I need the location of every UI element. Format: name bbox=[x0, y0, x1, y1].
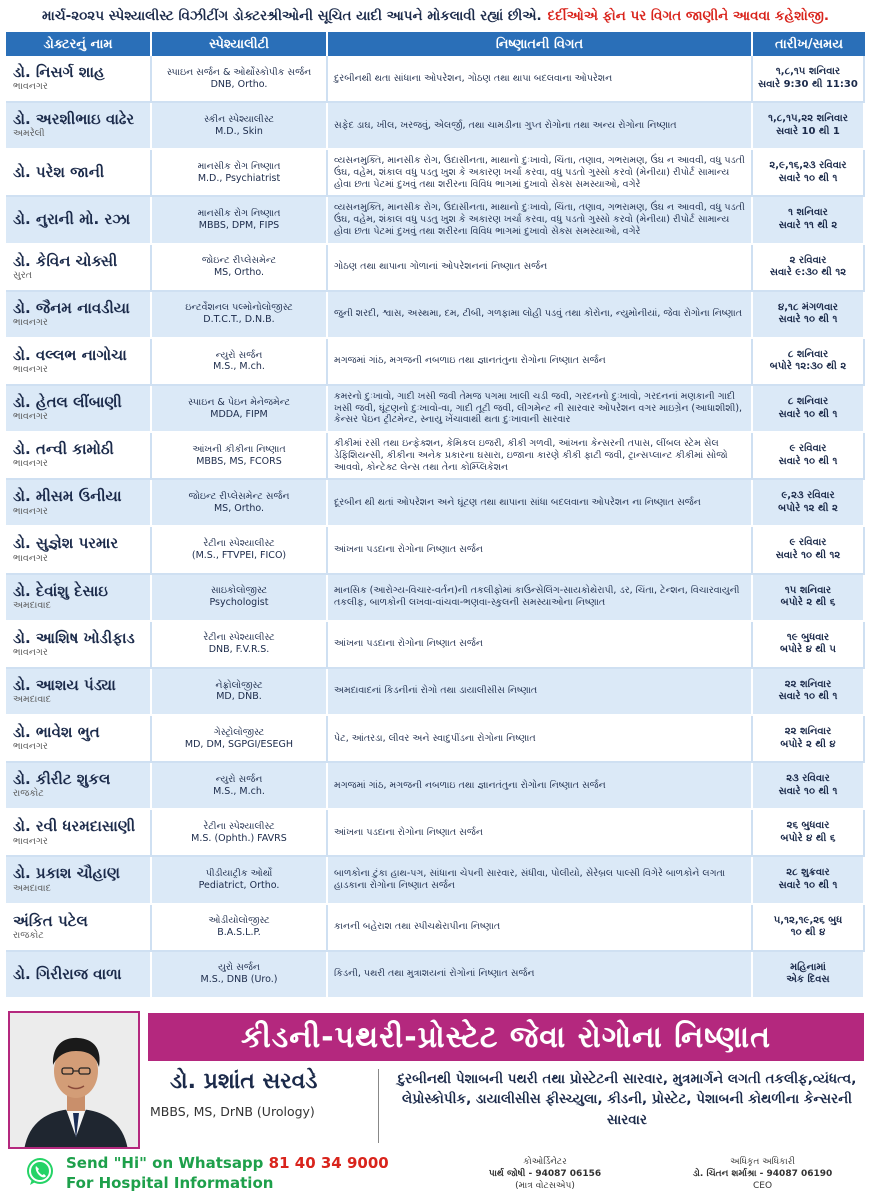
speciality-gu: માનસીક રોગ નિષ્ણાત bbox=[197, 160, 281, 172]
doctor-name: ડો. પરેશ જાની bbox=[13, 163, 105, 182]
speciality-gu: સાઇકોલોજીસ્ટ bbox=[210, 585, 268, 597]
date-days: ૨૨ શનિવાર bbox=[784, 726, 832, 738]
date-days: ૨૨ શનિવાર bbox=[784, 678, 832, 690]
doctor-cell bbox=[6, 433, 152, 480]
speciality-gu: ન્યુરો સર્જન bbox=[215, 773, 263, 785]
speciality-gu: જોઇન્ટ રીપ્લેસમેન્ટ સર્જન bbox=[188, 490, 290, 502]
doctor-cell bbox=[6, 339, 152, 386]
coordinator-info bbox=[450, 1156, 640, 1192]
authority-info bbox=[660, 1156, 865, 1192]
speciality-degree: M.S., M.ch. bbox=[213, 785, 265, 797]
footer bbox=[0, 1150, 871, 1200]
doctor-name: ડો. મીસમ ઉનીયા bbox=[13, 487, 122, 506]
doctor-city: અમરેલી bbox=[13, 128, 45, 140]
date-cell bbox=[753, 480, 865, 527]
table-row bbox=[6, 905, 865, 952]
doctor-city: ભાવનગર bbox=[13, 646, 48, 658]
speciality-cell bbox=[152, 810, 328, 857]
speciality-cell bbox=[152, 575, 328, 622]
speciality-degree: MD, DNB. bbox=[216, 691, 262, 703]
detail-cell: વ્યસનમુક્તિ, માનસીક રોગ, ઉદાસીનતા, માથાનો દુઃખાવો, ચિંતા, તણાવ, ગભરામણ, ઉંઘ ન આવવી, વધુ પડતી ઉંઘ, વહેમ, શંકાલ વધુ પડતુ ખુશ કે અકારણ ખર્ચા કરવા, વધુ પડતો ગુસ્સો કરવો (મેનીયા) રીપોર્ટ સામાન્ય હોવા છતા પેટમાં દુખવું તથા શરીરના વિવિધ ભાગમાં દુખાવો સેક્સ સમસ્યાઓ, વગેરે bbox=[328, 150, 753, 197]
speciality-cell bbox=[152, 905, 328, 952]
doctor-city: ભાવનગર bbox=[13, 835, 48, 847]
speciality-gu: રેટીના સ્પેશ્યાલીસ્ટ bbox=[203, 538, 275, 550]
date-days: ૯ રવિવાર bbox=[789, 537, 827, 549]
speciality-gu: પીડીયાટ્રીક ઓર્થો bbox=[205, 868, 273, 880]
doctor-cell bbox=[6, 622, 152, 669]
speciality-cell bbox=[152, 245, 328, 292]
doctor-cell bbox=[6, 386, 152, 433]
featured-doctor bbox=[150, 1069, 370, 1145]
date-time: સવારે ૧૦ થી ૧ bbox=[778, 879, 838, 891]
doctor-name: ડો. આશિષ ખોડીફાડ bbox=[13, 628, 135, 647]
date-cell bbox=[753, 810, 865, 857]
speciality-cell bbox=[152, 292, 328, 339]
doctor-name: અંકિત પટેલ bbox=[13, 911, 88, 930]
speciality-cell bbox=[152, 669, 328, 716]
date-days: ૨૬ બુધવાર bbox=[786, 820, 830, 832]
date-days: ૮ શનિવાર bbox=[787, 396, 829, 408]
date-time: સવારે ૧૦ થી ૧ bbox=[778, 172, 838, 184]
date-cell bbox=[753, 56, 865, 103]
date-time: સવારે 10 થી 1 bbox=[776, 125, 840, 137]
date-time: સવારે ૧૦ થી ૧૨ bbox=[775, 549, 841, 561]
speciality-cell bbox=[152, 103, 328, 150]
doctor-name: ડો. વલ્લભ નાગોચા bbox=[13, 345, 127, 364]
date-time: બપોરે ૨ થી ૬ bbox=[780, 597, 836, 609]
detail-cell: કમરનો દુઃખાવો, ગાદી ખસી જવી તેમજ પગમા ખાલી ચડી જવી, ગરદનનો દુઃખાવો, ગરદનનાં મણકાની ગાદી ખસી જવી, ઘૂંટણનો દુઃખાવો-વા, ગાદી તૂટી જવી, લીગમેન્ટ ની સારવાર ઓપરેશન વગર માઇગ્રેન (આધાશીશી), કેન્સર પેઇન ટ્રીટમેન્ટ, સ્નાયુ ખેંચાવાથી થતા દુઃખાવાની સારવાર bbox=[328, 386, 753, 433]
doctor-cell bbox=[6, 905, 152, 952]
header-detail: નિષ્ણાતની વિગત bbox=[328, 32, 753, 56]
date-days: ૯,૨૩ રવિવાર bbox=[781, 490, 835, 502]
detail-cell: વ્યસનમુક્તિ, માનસીક રોગ, ઉદાસીનતા, માથાનો દુઃખાવો, ચિંતા, તણાવ, ગભરામણ, ઉંઘ ન આવવી, વધુ પડતી ઉંઘ, વહેમ, શંકાલ વધુ પડતુ ખુશ કે અકારણ ખર્ચા કરવા, વધુ પડતો ગુસ્સો કરવો (મેનીયા) રીપોર્ટ સામાન્ય હોવા છતા પેટમાં દુખવું તથા શરીરના વિવિધ ભાગમાં દુખાવો સેક્સ સમસ્યાઓ, વગેરે bbox=[328, 197, 753, 244]
speciality-degree: Pediatrict, Ortho. bbox=[198, 879, 280, 891]
detail-cell: દુરબીનથી થતા સાંધાના ઓપરેશન, ગોઠણ તથા થાપા બદલવાના ઓપરેશન bbox=[328, 56, 753, 103]
doctor-city: અમદાવાદ bbox=[13, 599, 51, 611]
detail-cell: આંખના પડદાના રોગોના નિષ્ણાત સર્જન bbox=[328, 622, 753, 669]
speciality-degree: M.D., Skin bbox=[215, 125, 263, 137]
date-cell bbox=[753, 292, 865, 339]
date-time: સવારે ૧૦ થી ૧ bbox=[778, 408, 838, 420]
speciality-gu: ન્યુરો સર્જન bbox=[215, 349, 263, 361]
authority-name: ડો. ચિંતન શર્માશ્રા - 94087 06190 bbox=[692, 1169, 833, 1180]
doctor-city: રાજકોટ bbox=[13, 788, 44, 800]
date-time: સવારે ૧૦ થી ૧ bbox=[778, 314, 838, 326]
speciality-cell bbox=[152, 386, 328, 433]
authority-role: CEO bbox=[752, 1181, 773, 1192]
whatsapp-prefix: Send "Hi" on Whatsapp bbox=[66, 1154, 264, 1172]
featured-doctor-name: ડો. પ્રશાંત સરવડે bbox=[170, 1069, 318, 1094]
speciality-gu: રેટીના સ્પેશ્યાલીસ્ટ bbox=[203, 820, 275, 832]
date-cell bbox=[753, 622, 865, 669]
table-row bbox=[6, 952, 865, 999]
speciality-degree: MBBS, DPM, FIPS bbox=[198, 219, 280, 231]
doctor-city: ભાવનગર bbox=[13, 364, 48, 376]
detail-cell: કિડની, પથરી તથા મુત્રાશયનાં રોગોનાં નિષ્ણાત સર્જન bbox=[328, 952, 753, 999]
header-speciality: સ્પેશ્યાલીટી bbox=[152, 32, 328, 56]
speciality-gu: સ્પાઇન સર્જન & ઓર્થોસ્કોપીક સર્જન bbox=[166, 66, 312, 78]
speciality-cell bbox=[152, 952, 328, 999]
table-row bbox=[6, 103, 865, 150]
table-row bbox=[6, 197, 865, 244]
table-row bbox=[6, 716, 865, 763]
header-doctor-name: ડોક્ટરનું નામ bbox=[6, 32, 152, 56]
table-header-row bbox=[6, 32, 865, 56]
doctor-city: ભાવનગર bbox=[13, 741, 48, 753]
doctor-city: અમદાવાદ bbox=[13, 882, 51, 894]
date-time: સવારે ૧૦ થી ૧ bbox=[778, 455, 838, 467]
table-row bbox=[6, 763, 865, 810]
doctor-schedule-table bbox=[6, 32, 865, 1000]
table-row bbox=[6, 386, 865, 433]
date-time: સવારે ૯:૩૦ થી ૧૨ bbox=[769, 267, 847, 279]
speciality-cell bbox=[152, 857, 328, 904]
date-days: ૧૯ બુધવાર bbox=[786, 631, 830, 643]
table-row bbox=[6, 150, 865, 197]
date-time: ૧૦ થી ૪ bbox=[790, 927, 826, 939]
doctor-cell bbox=[6, 197, 152, 244]
detail-cell: આંખના પડદાના રોગોના નિષ્ણાત સર્જન bbox=[328, 810, 753, 857]
doctor-cell bbox=[6, 763, 152, 810]
doctor-city: ભાવનગર bbox=[13, 411, 48, 423]
doctor-name: ડો. જૈનમ નાવડીયા bbox=[13, 298, 130, 317]
date-cell bbox=[753, 527, 865, 574]
date-time: સવારે 9:30 થી 11:30 bbox=[758, 78, 858, 90]
date-time: સવારે ૧૧ થી ૨ bbox=[778, 219, 838, 231]
detail-cell: કાનની બહેરાશ તથા સ્પીચથેરાપીના નિષ્ણાત bbox=[328, 905, 753, 952]
speciality-cell bbox=[152, 433, 328, 480]
top-banner bbox=[0, 0, 871, 32]
date-time: બપોરે ૧૨ થી ૨ bbox=[778, 502, 838, 514]
date-days: ૨,૯,૧૬,૨૩ રવિવાર bbox=[769, 160, 847, 172]
promo-description: દુરબીનથી પેશાબની પથરી તથા પ્રોસ્ટેટની સારવાર, મુત્રમાર્ગને લગતી તકલીફ,વ્યંધત્વ, લેપ્રોસ્કોપીક, ડાયાલીસીસ ફીસ્ચ્યુલા, કીડની, પ્રોસ્ટેટ, પેશાબની કોથળીના કેન્સરની સારવાર bbox=[397, 1071, 857, 1128]
table-row bbox=[6, 669, 865, 716]
banner-highlight: દર્દીઓએ ફોન પર વિગત જાણીને આવવા કહેશોજી. bbox=[547, 8, 829, 24]
date-days: ૮ શનિવાર bbox=[787, 348, 829, 360]
doctor-name: ડો. ગિરીરાજ વાળા bbox=[13, 964, 122, 983]
date-cell bbox=[753, 857, 865, 904]
speciality-cell bbox=[152, 527, 328, 574]
speciality-gu: સ્પાઇન & પેઇન મેનેજમેન્ટ bbox=[188, 396, 290, 408]
table-row bbox=[6, 339, 865, 386]
speciality-cell bbox=[152, 197, 328, 244]
doctor-cell bbox=[6, 669, 152, 716]
speciality-degree: DNB, Ortho. bbox=[210, 78, 268, 90]
featured-doctor-degree: MBBS, MS, DrNB (Urology) bbox=[150, 1104, 315, 1119]
whatsapp-subtext: For Hospital Information bbox=[66, 1173, 274, 1192]
date-cell bbox=[753, 575, 865, 622]
detail-cell: મગજમાં ગાંઠ, મગજની નબળાઇ તથા જ્ઞાનતંતુના રોગોના નિષ્ણાત સર્જન bbox=[328, 339, 753, 386]
speciality-degree: D.T.C.T., D.N.B. bbox=[203, 314, 275, 326]
date-time: સવારે ૧૦ થી ૧ bbox=[778, 691, 838, 703]
detail-cell: માનસિક (આરોગ્ય-વિચાર-વર્તન)ની તકલીફોમાં કાઉન્સેલિંગ-સાયકોથેરાપી, ડર, ચિંતા, ટેન્શન, વિચારવાયુની તકલીફ, બાળકોની લખવા-વાંચવા-ભણવા-સ્કુલની સમસ્યાઓના નિષ્ણાત bbox=[328, 575, 753, 622]
speciality-gu: માનસીક રોગ નિષ્ણાત bbox=[197, 208, 281, 220]
date-cell bbox=[753, 339, 865, 386]
date-cell bbox=[753, 386, 865, 433]
date-days: ૨૩ રવિવાર bbox=[786, 773, 830, 785]
doctor-cell bbox=[6, 292, 152, 339]
doctor-city: ભાવનગર bbox=[13, 458, 48, 470]
speciality-cell bbox=[152, 763, 328, 810]
date-time: એક દિવસ bbox=[786, 974, 830, 986]
speciality-degree: MS, Ortho. bbox=[213, 502, 265, 514]
banner-text: માર્ચ-૨૦૨૫ સ્પેશ્યાલીસ્ટ વિઝીટીંગ ડોક્ટરશ્રીઓની સૂચિત યાદી આપને મોકલાવી રહ્યાં છીએ. bbox=[41, 8, 542, 24]
promo-section bbox=[0, 1003, 871, 1149]
doctor-cell bbox=[6, 952, 152, 999]
date-days: ૯ રવિવાર bbox=[789, 443, 827, 455]
speciality-gu: આંખની કીકીના નિષ્ણાત bbox=[192, 443, 286, 455]
doctor-cell bbox=[6, 857, 152, 904]
detail-cell: અમદાવાદનાં કિડનીનાં રોગો તથા ડાયાલીસીસ નિષ્ણાત bbox=[328, 669, 753, 716]
speciality-cell bbox=[152, 480, 328, 527]
doctor-name: ડો. દેવાંશુ દેસાઇ bbox=[13, 581, 108, 600]
detail-cell: જુની શરદી, શ્વાસ, અસ્થમા, દમ, ટીબી, ગળફામા લોહી પડવું તથા કોરોના, ન્યુમોનીયાં, જેવા રોગોના નિષ્ણાત bbox=[328, 292, 753, 339]
date-cell bbox=[753, 763, 865, 810]
doctor-name: ડો. અરશીભાઇ વાઢેર bbox=[13, 110, 135, 129]
speciality-degree: M.S., DNB (Uro.) bbox=[200, 974, 278, 986]
table-row bbox=[6, 433, 865, 480]
speciality-gu: ઓડીયોલોજીસ્ટ bbox=[208, 915, 270, 927]
speciality-cell bbox=[152, 622, 328, 669]
speciality-degree: DNB, F.V.R.S. bbox=[208, 644, 270, 656]
doctor-city: અમદાવાદ bbox=[13, 694, 51, 706]
date-days: ૧૫ શનિવાર bbox=[784, 584, 832, 596]
detail-cell: કીકીમાં રસી તથા ઇન્ફેક્શન, કેમિકલ ઇજરી, કીકી ગળવી, આંખના કેન્સરની તપાસ, લીંબલ સ્ટેમ સેલ ડેફિશિયન્સી, કીકીના અનેક પ્રકારના ઘસારા, ઇજાના કારણે કીકી ફાટી જવી, ટ્રાન્સપ્લાન્ટ કીકીમાં સોજો આવવો, કોન્ટેક્ટ લેન્સ તથા તેના કોમ્પ્લિકેશન bbox=[328, 433, 753, 480]
doctor-name: ડો. સુજ્ઞેશ પરમાર bbox=[13, 534, 119, 553]
table-row bbox=[6, 857, 865, 904]
doctor-cell bbox=[6, 56, 152, 103]
doctor-cell bbox=[6, 810, 152, 857]
date-cell bbox=[753, 669, 865, 716]
doctor-city: સુરત bbox=[13, 269, 32, 281]
detail-cell: મગજમાં ગાંઠ, મગજની નબળાઇ તથા જ્ઞાનતંતુના રોગોના નિષ્ણાત સર્જન bbox=[328, 763, 753, 810]
speciality-degree: MBBS, MS, FCORS bbox=[196, 455, 282, 467]
promo-divider bbox=[378, 1069, 379, 1143]
date-time: બપોરે ૨ થી ૪ bbox=[780, 738, 836, 750]
doctor-cell bbox=[6, 150, 152, 197]
detail-cell: આંખના પડદાના રોગોના નિષ્ણાત સર્જન bbox=[328, 527, 753, 574]
doctor-name: ડો. આશય પંડ્યા bbox=[13, 675, 116, 694]
table-row bbox=[6, 810, 865, 857]
doctor-city: ભાવનગર bbox=[13, 505, 48, 517]
speciality-degree: M.S., M.ch. bbox=[213, 361, 265, 373]
doctor-city: ભાવનગર bbox=[13, 316, 48, 328]
date-days: ૪,૧૮ મંગળવાર bbox=[778, 301, 838, 313]
speciality-gu: ઇન્ટર્વેશનલ પલ્મોનોલોજીસ્ટ bbox=[185, 302, 293, 314]
detail-cell: પેટ, આંતરડા, લીવર અને સ્વાદુપીંડના રોગોના નિષ્ણાત bbox=[328, 716, 753, 763]
detail-cell: બાળકોના ટુંકા હાથ-પગ, સાંધાના ચેપની સારવાર, સંધીવા, પોલીયો, સેરેબ્રલ પાલ્સી વિગેરે બાળકોને લગતા હાડકાના રોગોના નિષ્ણાત સર્જન bbox=[328, 857, 753, 904]
speciality-cell bbox=[152, 150, 328, 197]
date-days: ૧ શનિવાર bbox=[788, 207, 828, 219]
detail-cell: સફેદ ડાઘ, ખીલ, ખરજવું, એલર્જી, તથા ચામડીના ગુપ્ત રોગોના તથા અન્ય રોગોના નિષ્ણાત bbox=[328, 103, 753, 150]
speciality-gu: સ્કીન સ્પેશ્યાલીસ્ટ bbox=[204, 113, 274, 125]
date-cell bbox=[753, 150, 865, 197]
doctor-portrait-icon bbox=[10, 1013, 140, 1149]
date-days: ૧,૮,૧૫ શનિવાર bbox=[775, 66, 841, 78]
table-row bbox=[6, 622, 865, 669]
date-days: ૧,૮,૧૫,૨૨ શનિવાર bbox=[768, 113, 848, 125]
date-cell bbox=[753, 103, 865, 150]
date-cell bbox=[753, 245, 865, 292]
date-days: ૨ રવિવાર bbox=[789, 254, 827, 266]
table-row bbox=[6, 245, 865, 292]
speciality-degree: B.A.S.L.P. bbox=[217, 927, 261, 939]
table-row bbox=[6, 292, 865, 339]
date-cell bbox=[753, 716, 865, 763]
date-days: ૨૮ શુક્રવાર bbox=[786, 867, 830, 879]
whatsapp-icon bbox=[24, 1156, 56, 1188]
coordinator-label: કોઓર્ડિનેટર bbox=[523, 1157, 567, 1167]
speciality-degree: M.S. (Ophth.) FAVRS bbox=[191, 832, 287, 844]
speciality-degree: MDDA, FIPM bbox=[210, 408, 268, 420]
doctor-city: રાજકોટ bbox=[13, 929, 44, 941]
speciality-degree: MS, Ortho. bbox=[213, 267, 265, 279]
doctor-name: ડો. કેવિન ચોક્સી bbox=[13, 251, 118, 270]
speciality-degree: M.D., Psychiatrist bbox=[197, 172, 281, 184]
table-row bbox=[6, 56, 865, 103]
date-cell bbox=[753, 433, 865, 480]
detail-cell: દૂરબીન થી થતાં ઓપરેશન અને ઘૂંટણ તથા થાપાના સાંધા બદલવાના ઓપરેશન ના નિષ્ણાત સર્જન bbox=[328, 480, 753, 527]
table-row bbox=[6, 575, 865, 622]
doctor-name: ડો. તન્વી કામોઠી bbox=[13, 440, 114, 459]
doctor-name: ડો. હેતલ લીંબાણી bbox=[13, 392, 122, 411]
doctor-cell bbox=[6, 527, 152, 574]
coordinator-note: (માત્ર વોટસએપ) bbox=[515, 1181, 575, 1192]
coordinator-name: પાર્થ જોષી - 94087 06156 bbox=[488, 1169, 602, 1180]
doctor-name: ડો. પ્રકાશ ચૌહાણ bbox=[13, 864, 120, 883]
date-days: ૫,૧૨,૧૯,૨૬ બુધ bbox=[773, 914, 843, 926]
doctor-name: ડો. નિસર્ગ શાહ bbox=[13, 63, 105, 81]
speciality-gu: યુરો સર્જન bbox=[218, 962, 260, 974]
doctor-city: ભાવનગર bbox=[13, 81, 48, 93]
date-cell bbox=[753, 952, 865, 999]
speciality-gu: ગેસ્ટ્રોલોજીસ્ટ bbox=[213, 726, 265, 738]
whatsapp-number[interactable]: 81 40 34 9000 bbox=[268, 1154, 389, 1172]
speciality-gu: નેફ્રોલોજીસ્ટ bbox=[215, 679, 263, 691]
date-cell bbox=[753, 905, 865, 952]
doctor-photo bbox=[8, 1011, 140, 1149]
speciality-cell bbox=[152, 339, 328, 386]
doctor-city: ભાવનગર bbox=[13, 552, 48, 564]
speciality-gu: રેટીના સ્પેશ્યાલીસ્ટ bbox=[203, 632, 275, 644]
doctor-cell bbox=[6, 575, 152, 622]
header-date-time: તારીખ/સમય bbox=[753, 32, 865, 56]
date-time: બપોરે ૪ થી ૫ bbox=[780, 644, 836, 656]
doctor-cell bbox=[6, 103, 152, 150]
detail-cell: ગોઠણ તથા થાપાના ગોળાનાં ઓપરેશનનાં નિષ્ણાત સર્જન bbox=[328, 245, 753, 292]
authority-label: અધિકૃત અધિકારી bbox=[730, 1157, 795, 1167]
promo-title: કીડની-પથરી-પ્રોસ્ટેટ જેવા રોગોના નિષ્ણાત bbox=[148, 1013, 864, 1061]
speciality-gu: જોઇન્ટ રીપ્લેસમેન્ટ bbox=[201, 255, 277, 267]
date-time: સવારે ૧૦ થી ૧ bbox=[778, 785, 838, 797]
speciality-cell bbox=[152, 56, 328, 103]
table-row bbox=[6, 480, 865, 527]
speciality-cell bbox=[152, 716, 328, 763]
date-time: બપોરે ૪ થી ૬ bbox=[780, 832, 836, 844]
doctor-name: ડો. ભાવેશ ભુત bbox=[13, 722, 100, 741]
speciality-degree: MD, DM, SGPGI/ESEGH bbox=[184, 738, 294, 750]
speciality-degree: (M.S., FTVPEI, FICO) bbox=[191, 549, 287, 561]
doctor-name: ડો. નુરાની મો. રઝા bbox=[13, 210, 131, 229]
doctor-cell bbox=[6, 716, 152, 763]
doctor-name: ડો. કીરીટ શુકલ bbox=[13, 770, 111, 789]
speciality-degree: Psychologist bbox=[209, 597, 269, 609]
date-days: મહિનામાં bbox=[790, 961, 826, 973]
whatsapp-contact bbox=[66, 1154, 389, 1193]
doctor-cell bbox=[6, 480, 152, 527]
date-time: બપોરે ૧૨:૩૦ થી ૨ bbox=[769, 361, 847, 373]
date-cell bbox=[753, 197, 865, 244]
doctor-cell bbox=[6, 245, 152, 292]
doctor-name: ડો. રવી ધરમદાસાણી bbox=[13, 817, 136, 836]
table-row bbox=[6, 527, 865, 574]
